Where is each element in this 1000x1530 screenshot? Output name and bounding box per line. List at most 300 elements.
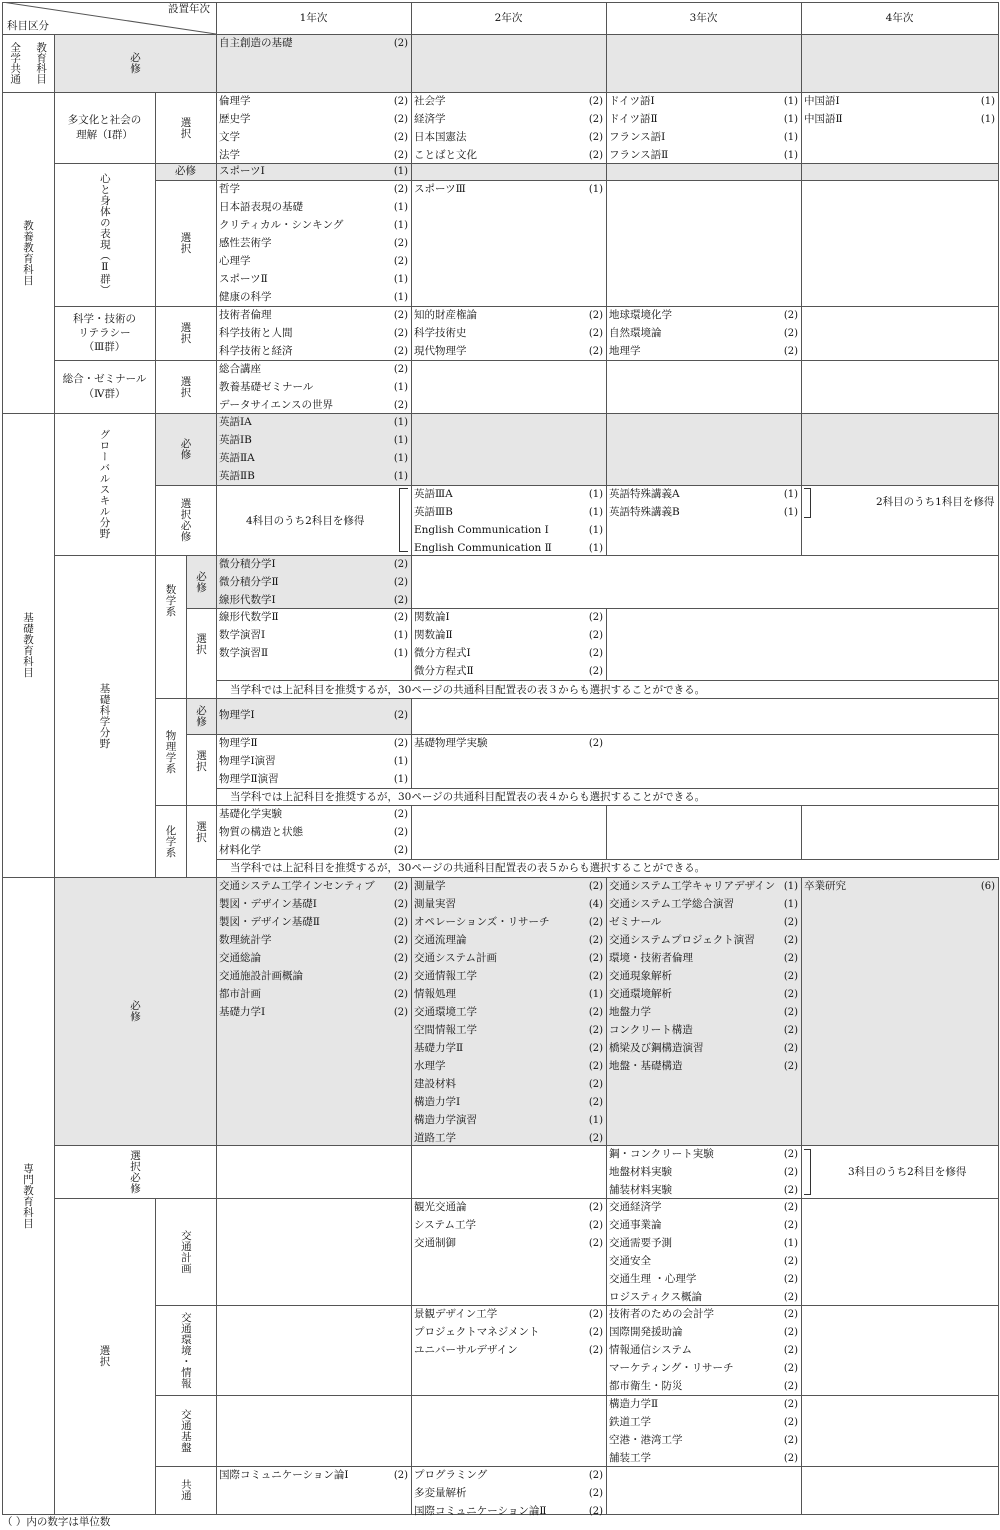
- course-credits: (1): [393, 166, 408, 177]
- year-cell: [801, 1395, 999, 1467]
- course-credits: (1): [588, 543, 603, 554]
- course-name: 交通制御: [414, 1237, 456, 1249]
- chem-note: 当学科では上記科目を推奨するが，30ページの共通科目配置表の表５からも選択することができる。: [230, 862, 706, 874]
- g2-label: 心と身体の表現（Ⅱ群）: [98, 173, 111, 296]
- course-credits: (2): [393, 150, 408, 161]
- course-credits: (2): [783, 1292, 798, 1303]
- course-credits: (2): [393, 845, 408, 856]
- zenkyo-label-2: 教育科目: [35, 42, 48, 84]
- course-name: 微分方程式Ⅱ: [414, 665, 474, 677]
- course-credits: (2): [588, 114, 603, 125]
- year-cell: [606, 608, 999, 681]
- course-name: フランス語Ⅰ: [609, 131, 666, 143]
- course-row: [609, 1271, 798, 1289]
- course-list: [216, 609, 411, 663]
- course-credits: (1): [783, 96, 798, 107]
- course-name: 地球環境化学: [609, 309, 672, 321]
- course-row: [414, 1022, 603, 1040]
- course-row: [219, 986, 408, 1004]
- course-credits: (1): [783, 507, 798, 518]
- year-cell: [411, 163, 607, 181]
- course-name: ことばと文化: [414, 149, 477, 161]
- choose-note: 3科目のうち2科目を修得: [848, 1166, 967, 1178]
- course-row: [414, 181, 603, 199]
- course-name: 健康の科学: [219, 291, 272, 303]
- sentaku-label: 選択: [179, 375, 192, 398]
- course-row: [219, 379, 408, 397]
- course-credits: (2): [783, 1220, 798, 1231]
- brace: [804, 1149, 811, 1195]
- course-row: [414, 968, 603, 986]
- course-credits: (2): [783, 1417, 798, 1428]
- year-cell: [606, 360, 802, 414]
- header-corner-bottom: 科目区分: [7, 19, 49, 32]
- course-credits: (2): [393, 1470, 408, 1481]
- course-name: 基礎物理学実験: [414, 737, 488, 749]
- course-row: [414, 486, 603, 504]
- course-name: システム工学: [414, 1219, 476, 1231]
- course-credits: (2): [783, 1399, 798, 1410]
- course-credits: (2): [588, 1202, 603, 1213]
- course-name: 日本語表現の基礎: [219, 201, 303, 213]
- year-cell: [606, 1466, 802, 1515]
- course-credits: (2): [393, 809, 408, 820]
- course-row: [219, 35, 408, 53]
- course-row: [414, 735, 603, 753]
- course-credits: (1): [980, 96, 995, 107]
- hisshu-label: 必修: [129, 1000, 142, 1022]
- course-row: [609, 1342, 798, 1360]
- course-credits: (2): [783, 935, 798, 946]
- course-row: [414, 522, 603, 540]
- course-credits: (2): [393, 971, 408, 982]
- course-name: 道路工学: [414, 1132, 456, 1144]
- course-credits: (2): [783, 310, 798, 321]
- course-name: オペレーションズ・リサーチ: [414, 916, 550, 928]
- course-credits: (2): [588, 1470, 603, 1481]
- course-name: 地盤材料実験: [609, 1166, 672, 1178]
- sentaku-label: 選択: [179, 322, 192, 344]
- g4-label: 総合・ゼミナール （Ⅳ群）: [62, 373, 147, 400]
- course-credits: (1): [393, 774, 408, 785]
- course-row: [219, 450, 408, 468]
- course-name: 建設材料: [414, 1078, 456, 1090]
- course-credits: (2): [393, 738, 408, 749]
- course-row: [609, 932, 798, 950]
- course-row: [609, 1378, 798, 1396]
- course-row: [219, 824, 408, 842]
- course-credits: (1): [783, 881, 798, 892]
- course-row: [804, 878, 995, 896]
- course-credits: (2): [588, 1345, 603, 1356]
- course-credits: (2): [783, 1453, 798, 1464]
- sentaku-label: 選択: [195, 750, 208, 772]
- course-credits: (2): [588, 666, 603, 677]
- course-name: 物理学Ⅱ: [219, 737, 258, 749]
- course-name: 交通システム計画: [414, 952, 497, 964]
- course-row: [414, 1004, 603, 1022]
- course-name: 現代物理学: [414, 345, 467, 357]
- year-cell: [411, 1395, 607, 1467]
- course-name: 交通システムプロジェクト演習: [609, 934, 755, 946]
- course-name: 科学技術史: [414, 327, 467, 339]
- course-row: [219, 645, 408, 663]
- course-row: [609, 1414, 798, 1432]
- course-list: [216, 307, 411, 361]
- course-credits: (2): [588, 953, 603, 964]
- course-credits: (2): [393, 256, 408, 267]
- course-credits: (2): [588, 1079, 603, 1090]
- course-row: [219, 707, 408, 725]
- course-credits: (2): [783, 1381, 798, 1392]
- course-credits: (2): [783, 1202, 798, 1213]
- course-list: [411, 93, 606, 165]
- year-cell: [216, 1395, 412, 1467]
- year-cell: [606, 805, 802, 860]
- course-name: 総合講座: [219, 363, 261, 375]
- course-credits: (2): [783, 1025, 798, 1036]
- course-row: [414, 1324, 603, 1342]
- course-list: [216, 163, 411, 181]
- course-credits: (2): [393, 1007, 408, 1018]
- course-row: [414, 93, 603, 111]
- year-cell: [411, 413, 607, 486]
- sentaku-label: 選択: [179, 116, 192, 139]
- course-credits: (1): [393, 471, 408, 482]
- course-name: 交通流理論: [414, 934, 467, 946]
- course-credits: (2): [588, 346, 603, 357]
- brace: [804, 488, 811, 518]
- course-row: [609, 1396, 798, 1414]
- course-name: 物質の構造と状態: [219, 826, 303, 838]
- sentaku-label: 選択: [98, 1345, 111, 1367]
- course-name: 橋梁及び鋼構造演習: [609, 1042, 704, 1054]
- course-name: プロジェクトマネジメント: [414, 1326, 540, 1338]
- year-cell: [216, 1305, 412, 1396]
- course-credits: (1): [393, 202, 408, 213]
- course-credits: (2): [588, 935, 603, 946]
- course-name: マーケティング・リサーチ: [609, 1362, 734, 1374]
- course-name: 微分積分学Ⅰ: [219, 558, 276, 570]
- course-row: [609, 1324, 798, 1342]
- course-name: 社会学: [414, 95, 446, 107]
- course-name: コンクリート構造: [609, 1024, 693, 1036]
- course-credits: (4): [588, 899, 603, 910]
- choose-note: 4科目のうち2科目を修得: [246, 515, 365, 527]
- course-credits: (2): [588, 150, 603, 161]
- course-credits: (2): [393, 328, 408, 339]
- course-row: [609, 1146, 798, 1164]
- course-list: [801, 93, 998, 129]
- year-cell: [606, 34, 802, 93]
- course-name: スポーツⅡ: [219, 273, 268, 285]
- year-cell: [606, 180, 802, 307]
- course-row: [609, 950, 798, 968]
- course-name: 線形代数学Ⅱ: [219, 611, 279, 623]
- course-credits: (2): [783, 1167, 798, 1178]
- sugaku-label: 数学系: [164, 583, 177, 617]
- year-cell: [801, 1466, 999, 1515]
- course-credits: (2): [393, 238, 408, 249]
- hisshu-label: 必修: [195, 570, 208, 593]
- course-row: [414, 914, 603, 932]
- course-name: 地理学: [609, 345, 641, 357]
- course-credits: (2): [588, 881, 603, 892]
- course-row: [609, 1253, 798, 1271]
- course-credits: (2): [783, 1149, 798, 1160]
- course-name: プログラミング: [414, 1469, 488, 1481]
- course-credits: (1): [588, 507, 603, 518]
- course-name: 英語特殊講義B: [609, 506, 680, 518]
- course-row: [219, 325, 408, 343]
- course-name: 交通施設計画概論: [219, 970, 303, 982]
- course-credits: (1): [588, 184, 603, 195]
- course-name: 物理学Ⅱ演習: [219, 773, 279, 785]
- course-credits: (2): [783, 1256, 798, 1267]
- course-name: 製図・デザイン基礎Ⅱ: [219, 916, 320, 928]
- course-list: [411, 307, 606, 361]
- course-name: 国際コミュニケーション論Ⅱ: [414, 1505, 547, 1517]
- course-credits: (2): [588, 1007, 603, 1018]
- course-row: [219, 414, 408, 432]
- course-list: [216, 181, 411, 307]
- course-row: [219, 806, 408, 824]
- kotsu-kiban-label: 交通基盤: [179, 1408, 192, 1453]
- course-row: [219, 432, 408, 450]
- course-credits: (2): [588, 1097, 603, 1108]
- course-list: [606, 1199, 801, 1307]
- year-header-label: 1年次: [299, 11, 328, 24]
- butsuri-label: 物理学系: [164, 729, 177, 774]
- course-name: 交通システム工学キャリアデザイン: [609, 880, 776, 892]
- course-row: [219, 556, 408, 574]
- course-credits: (2): [588, 630, 603, 641]
- year-cell: [411, 805, 607, 860]
- course-name: 哲学: [219, 183, 240, 195]
- course-list: [606, 1396, 801, 1468]
- course-credits: (2): [588, 971, 603, 982]
- course-name: 交通システム工学総合演習: [609, 898, 734, 910]
- course-name: 卒業研究: [804, 880, 846, 892]
- course-credits: (1): [393, 453, 408, 464]
- course-row: [219, 361, 408, 379]
- course-row: [609, 1058, 798, 1076]
- course-name: 関数論Ⅱ: [414, 629, 453, 641]
- g1-label: 多文化と社会の 理解（Ⅰ群）: [67, 114, 142, 141]
- kyotsu-label: 共通: [179, 1479, 192, 1501]
- course-row: [804, 93, 995, 111]
- course-row: [609, 1022, 798, 1040]
- course-name: 地盤力学: [609, 1006, 651, 1018]
- course-row: [609, 1432, 798, 1450]
- course-row: [219, 181, 408, 199]
- course-list: [216, 1467, 411, 1485]
- course-name: 英語特殊講義A: [609, 488, 680, 500]
- course-credits: (2): [588, 738, 603, 749]
- course-row: [219, 129, 408, 147]
- course-name: スポーツⅠ: [219, 165, 265, 177]
- course-credits: (2): [588, 1238, 603, 1249]
- course-name: 舗装工学: [609, 1452, 651, 1464]
- year-cell: [801, 34, 999, 93]
- year-cell: [801, 180, 999, 307]
- course-credits: (2): [783, 328, 798, 339]
- course-row: [609, 343, 798, 361]
- course-name: 情報処理: [414, 988, 456, 1000]
- year-cell: [216, 1145, 412, 1199]
- course-credits: (2): [588, 1309, 603, 1320]
- course-credits: (2): [393, 184, 408, 195]
- sentaku-hisshu-label: 選択必修: [129, 1149, 142, 1194]
- course-row: [414, 1058, 603, 1076]
- course-row: [219, 1004, 408, 1022]
- kotsu-keikaku-label: 交通計画: [179, 1229, 192, 1274]
- header-corner-top: 設置年次: [168, 2, 210, 15]
- course-name: 技術者のための会計学: [609, 1308, 714, 1320]
- course-list: [606, 878, 801, 1076]
- course-name: 教養基礎ゼミナール: [219, 381, 314, 393]
- course-name: ドイツ語Ⅰ: [609, 95, 655, 107]
- course-row: [219, 1467, 408, 1485]
- phys-hisshu-rest: [411, 698, 999, 735]
- course-name: 空港・港湾工学: [609, 1434, 683, 1446]
- course-name: 心理学: [219, 255, 251, 267]
- course-row: [414, 609, 603, 627]
- phys-note: 当学科では上記科目を推奨するが，30ページの共通科目配置表の表４からも選択することができる。: [230, 791, 706, 803]
- course-credits: (2): [783, 1061, 798, 1072]
- year-cell: [411, 1145, 607, 1199]
- course-credits: (2): [393, 114, 408, 125]
- course-credits: (1): [393, 382, 408, 393]
- course-row: [414, 1076, 603, 1094]
- year-header-label: 2年次: [494, 11, 523, 24]
- course-list: [411, 735, 606, 753]
- course-list: [606, 1306, 801, 1396]
- course-name: 環境・技術者倫理: [609, 952, 693, 964]
- course-credits: (2): [393, 96, 408, 107]
- course-row: [414, 504, 603, 522]
- course-credits: (2): [588, 612, 603, 623]
- kiso-label: 基礎教育科目: [22, 612, 35, 678]
- course-name: 地盤・基礎構造: [609, 1060, 683, 1072]
- course-row: [219, 253, 408, 271]
- year-header-label: 4年次: [885, 11, 914, 24]
- course-name: 技術者倫理: [219, 309, 272, 321]
- hisshu-label: 必修: [195, 705, 208, 727]
- course-credits: (2): [393, 595, 408, 606]
- course-row: [414, 1235, 603, 1253]
- course-row: [414, 1485, 603, 1503]
- sentaku-label: 選択: [195, 821, 208, 843]
- course-credits: (6): [980, 881, 995, 892]
- course-credits: (2): [393, 881, 408, 892]
- course-name: 基礎力学Ⅱ: [414, 1042, 464, 1054]
- choose-note: 2科目のうち1科目を修得: [876, 496, 995, 508]
- hisshu-label: 必修: [129, 52, 142, 74]
- course-credits: (2): [393, 710, 408, 721]
- course-name: 国際開発援助論: [609, 1326, 683, 1338]
- course-name: 線形代数学Ⅰ: [219, 594, 276, 606]
- course-name: ロジスティクス概論: [609, 1291, 703, 1303]
- year-cell: [801, 413, 999, 486]
- course-row: [219, 896, 408, 914]
- course-row: [414, 1112, 603, 1130]
- course-row: [414, 111, 603, 129]
- course-row: [219, 111, 408, 129]
- year-cell: [606, 163, 802, 181]
- course-name: 経済学: [414, 113, 446, 125]
- course-row: [414, 325, 603, 343]
- course-credits: (2): [393, 364, 408, 375]
- course-credits: (2): [783, 346, 798, 357]
- course-name: 倫理学: [219, 95, 251, 107]
- course-credits: (2): [393, 899, 408, 910]
- kagakukei-label: 化学系: [164, 824, 177, 858]
- course-credits: (1): [393, 292, 408, 303]
- course-row: [219, 217, 408, 235]
- course-name: 国際コミュニケーション論Ⅰ: [219, 1469, 349, 1481]
- course-list: [411, 1199, 606, 1253]
- course-row: [414, 1040, 603, 1058]
- course-row: [609, 1306, 798, 1324]
- course-name: フランス語Ⅱ: [609, 149, 669, 161]
- course-name: 英語ⅢB: [414, 506, 453, 518]
- course-row: [219, 771, 408, 789]
- course-list: [216, 361, 411, 415]
- course-row: [609, 986, 798, 1004]
- course-row: [414, 663, 603, 681]
- course-credits: (1): [783, 1238, 798, 1249]
- course-credits: (2): [393, 953, 408, 964]
- course-credits: (2): [588, 1043, 603, 1054]
- course-credits: (2): [393, 935, 408, 946]
- course-list: [411, 1306, 606, 1360]
- course-list: [606, 1146, 801, 1200]
- course-name: データサイエンスの世界: [219, 399, 334, 411]
- course-row: [219, 289, 408, 307]
- course-credits: (2): [588, 328, 603, 339]
- course-credits: (2): [393, 38, 408, 49]
- course-credits: (2): [393, 400, 408, 411]
- course-credits: (1): [783, 489, 798, 500]
- year-cell: [801, 306, 999, 361]
- course-list: [216, 806, 411, 860]
- course-row: [219, 343, 408, 361]
- course-name: 舗装材料実験: [609, 1184, 672, 1196]
- senmon-label: 専門教育科目: [22, 1162, 35, 1229]
- global-label: グローバルスキル分野: [98, 429, 111, 539]
- course-credits: (2): [588, 310, 603, 321]
- course-name: 感性芸術学: [219, 237, 272, 249]
- course-row: [414, 986, 603, 1004]
- course-credits: (2): [783, 1274, 798, 1285]
- course-name: 物理学Ⅰ演習: [219, 755, 276, 767]
- course-credits: (2): [783, 1435, 798, 1446]
- course-row: [219, 932, 408, 950]
- course-credits: (2): [783, 1309, 798, 1320]
- course-credits: (2): [588, 1220, 603, 1231]
- course-credits: (2): [393, 577, 408, 588]
- course-credits: (1): [393, 756, 408, 767]
- course-list: [216, 556, 411, 610]
- course-row: [609, 1004, 798, 1022]
- course-credits: (2): [588, 1133, 603, 1144]
- course-row: [609, 878, 798, 896]
- course-row: [219, 199, 408, 217]
- kagaku-label: 基礎科学分野: [98, 683, 111, 749]
- course-row: [414, 129, 603, 147]
- course-row: [609, 486, 798, 504]
